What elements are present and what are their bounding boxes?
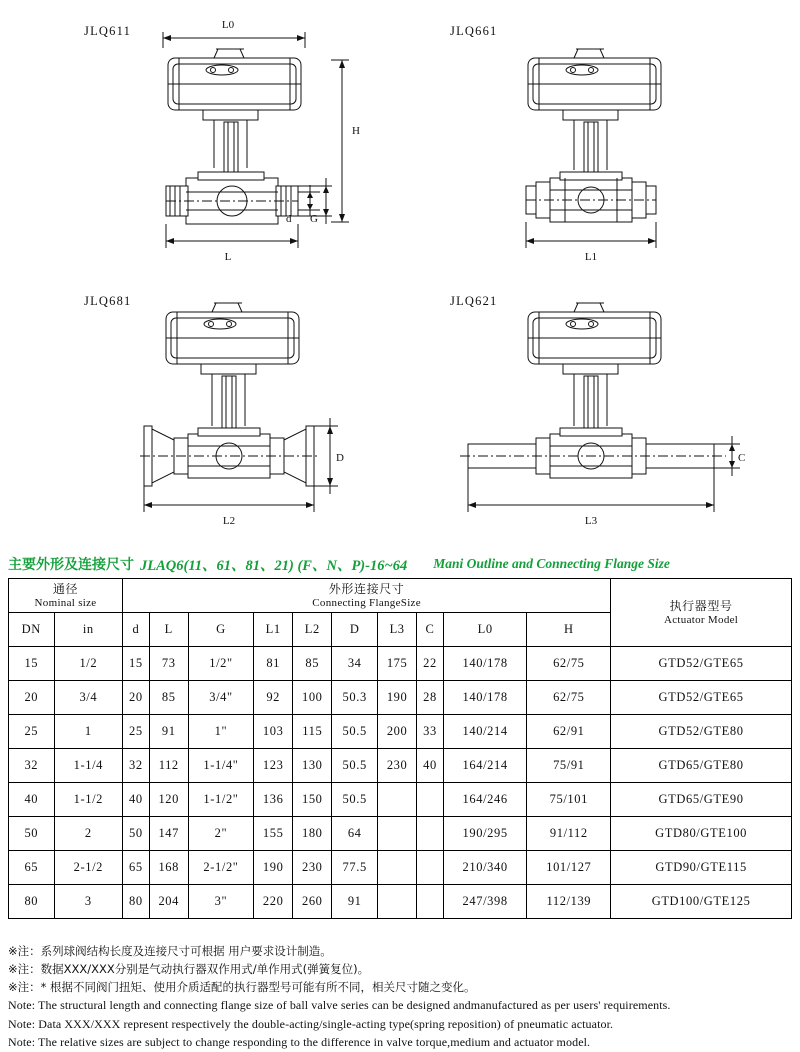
cell-actuator: GTD52/GTE65	[611, 681, 792, 715]
note-cn-3: ※注：* 根据不同阀门扭矩、使用介质适配的执行器型号可能有所不同，相关尺寸随之变化。	[8, 980, 476, 994]
table-row	[9, 851, 792, 885]
cell-l2: 100	[293, 681, 332, 715]
cell-l0: 164/214	[443, 749, 527, 783]
cell-actuator: GTD100/GTE125	[611, 885, 792, 919]
col-header-D: D	[332, 613, 378, 647]
cell-l: 147	[149, 817, 188, 851]
cell-actuator: GTD80/GTE100	[611, 817, 792, 851]
drawing-label: JLQ621	[450, 294, 498, 308]
cell-in: 1	[54, 715, 122, 749]
note-en-3: Note: The relative sizes are subject to change responding to the difference in valve torque,medium and actuator model.	[8, 1035, 591, 1049]
header-actuator-model	[611, 579, 792, 647]
drawing-svg-jlq681	[0, 274, 400, 548]
cell-in: 3	[54, 885, 122, 919]
cell-h: 91/112	[527, 817, 611, 851]
cell-dd: 50.5	[332, 715, 378, 749]
header-actuator-model-cn: 执行器型号	[669, 598, 733, 613]
cell-l: 168	[149, 851, 188, 885]
cell-dn: 32	[9, 749, 55, 783]
header-actuator-model-en: Actuator Model	[664, 613, 739, 626]
col-header-L: L	[149, 613, 188, 647]
dim-d: d	[286, 213, 292, 225]
cell-l1: 136	[254, 783, 293, 817]
cell-dn: 15	[9, 647, 55, 681]
note-en-2: Note: Data XXX/XXX represent respectively the double-acting/single-acting type(spring reposition) of pneumatic actuator.	[8, 1016, 614, 1031]
cell-actuator: GTD52/GTE80	[611, 715, 792, 749]
cell-in: 2-1/2	[54, 851, 122, 885]
section-title	[8, 550, 792, 578]
cell-dd: 50.3	[332, 681, 378, 715]
cell-l0: 140/178	[443, 681, 527, 715]
cell-in: 1-1/4	[54, 749, 122, 783]
cell-l3: 230	[378, 749, 417, 783]
cell-l2: 260	[293, 885, 332, 919]
cell-g: 1"	[188, 715, 253, 749]
cell-l1: 81	[254, 647, 293, 681]
cell-c: 28	[417, 681, 444, 715]
drawing-jlq611	[0, 0, 400, 274]
table-row	[9, 817, 792, 851]
dim-h: H	[352, 125, 360, 137]
cell-l1: 103	[254, 715, 293, 749]
table-row	[9, 715, 792, 749]
cell-c	[417, 783, 444, 817]
drawing-label: JLQ661	[450, 24, 498, 38]
col-header-d: d	[123, 613, 150, 647]
cell-g: 3/4"	[188, 681, 253, 715]
cell-l0: 210/340	[443, 851, 527, 885]
cell-dd: 50.5	[332, 749, 378, 783]
drawing-svg-jlq621	[400, 274, 800, 548]
cell-d: 50	[123, 817, 150, 851]
cell-l3	[378, 885, 417, 919]
cell-l2: 115	[293, 715, 332, 749]
cell-h: 101/127	[527, 851, 611, 885]
cell-l2: 150	[293, 783, 332, 817]
cell-h: 62/75	[527, 681, 611, 715]
dim-l3: L3	[584, 515, 598, 527]
cell-dn: 65	[9, 851, 55, 885]
cell-actuator: GTD90/GTE115	[611, 851, 792, 885]
cell-dn: 25	[9, 715, 55, 749]
cell-l3: 200	[378, 715, 417, 749]
header-flange-size-en: Connecting FlangeSize	[312, 596, 421, 609]
cell-h: 62/91	[527, 715, 611, 749]
title-chinese: 主要外形及连接尺寸	[8, 557, 134, 573]
note-en-1: Note: The structural length and connecting flange size of ball valve series can be designed andmanufactured as per users' requirements.	[8, 998, 671, 1012]
cell-dn: 40	[9, 783, 55, 817]
cell-l0: 140/214	[443, 715, 527, 749]
cell-d: 40	[123, 783, 150, 817]
cell-dn: 20	[9, 681, 55, 715]
dim-dd: D	[336, 452, 344, 464]
notes-block	[8, 942, 792, 1052]
cell-l3: 175	[378, 647, 417, 681]
table-row	[9, 681, 792, 715]
dim-g: G	[310, 213, 318, 225]
cell-actuator: GTD65/GTE80	[611, 749, 792, 783]
cell-c: 22	[417, 647, 444, 681]
cell-c: 33	[417, 715, 444, 749]
cell-d: 80	[123, 885, 150, 919]
cell-l2: 130	[293, 749, 332, 783]
note-cn-2: ※注：数据XXX/XXX分别是气动执行器双作用式/单作用式(弹簧复位)。	[8, 962, 370, 976]
dimensions-table	[8, 578, 792, 919]
drawing-jlq661	[400, 0, 800, 274]
drawing-jlq681	[0, 274, 400, 548]
cell-l0: 247/398	[443, 885, 527, 919]
drawing-svg-jlq611	[0, 0, 400, 274]
dim-c: C	[738, 452, 746, 464]
col-header-G: G	[188, 613, 253, 647]
cell-dn: 80	[9, 885, 55, 919]
cell-dn: 50	[9, 817, 55, 851]
cell-l1: 92	[254, 681, 293, 715]
col-header-L1: L1	[254, 613, 293, 647]
header-nominal-size	[9, 579, 123, 613]
col-header-L0: L0	[443, 613, 527, 647]
cell-l1: 220	[254, 885, 293, 919]
cell-c: 40	[417, 749, 444, 783]
dim-l1: L1	[584, 251, 598, 263]
table-row	[9, 749, 792, 783]
cell-h: 75/101	[527, 783, 611, 817]
cell-in: 1-1/2	[54, 783, 122, 817]
dim-l0: L0	[221, 19, 235, 31]
cell-d: 15	[123, 647, 150, 681]
header-flange-size-cn: 外形连接尺寸	[328, 581, 405, 596]
drawing-label: JLQ681	[84, 294, 132, 308]
cell-l3	[378, 817, 417, 851]
cell-in: 3/4	[54, 681, 122, 715]
cell-l1: 155	[254, 817, 293, 851]
cell-l3: 190	[378, 681, 417, 715]
table-row	[9, 783, 792, 817]
cell-l1: 123	[254, 749, 293, 783]
cell-c	[417, 851, 444, 885]
dim-l2: L2	[222, 515, 236, 527]
cell-l3	[378, 851, 417, 885]
cell-l: 112	[149, 749, 188, 783]
cell-g: 1-1/2"	[188, 783, 253, 817]
cell-g: 2-1/2"	[188, 851, 253, 885]
dim-l: L	[224, 251, 232, 263]
cell-l0: 140/178	[443, 647, 527, 681]
col-header-dn: DN	[9, 613, 55, 647]
col-header-in: in	[54, 613, 122, 647]
col-header-C: C	[417, 613, 444, 647]
drawing-label: JLQ611	[84, 24, 132, 38]
cell-d: 20	[123, 681, 150, 715]
drawing-jlq621	[400, 274, 800, 548]
col-header-H: H	[527, 613, 611, 647]
cell-dd: 64	[332, 817, 378, 851]
cell-d: 25	[123, 715, 150, 749]
cell-l0: 164/246	[443, 783, 527, 817]
header-flange-size	[123, 579, 611, 613]
cell-g: 1-1/4"	[188, 749, 253, 783]
cell-l1: 190	[254, 851, 293, 885]
cell-in: 1/2	[54, 647, 122, 681]
cell-l: 204	[149, 885, 188, 919]
note-cn-1: ※注：系列球阀结构长度及连接尺寸可根据 用户要求设计制造。	[8, 944, 332, 958]
table-row	[9, 647, 792, 681]
cell-h: 112/139	[527, 885, 611, 919]
cell-in: 2	[54, 817, 122, 851]
cell-actuator: GTD65/GTE90	[611, 783, 792, 817]
cell-dd: 50.5	[332, 783, 378, 817]
cell-dd: 34	[332, 647, 378, 681]
cell-actuator: GTD52/GTE65	[611, 647, 792, 681]
header-nominal-size-cn: 通径	[52, 581, 79, 596]
col-header-L2: L2	[293, 613, 332, 647]
table-row	[9, 885, 792, 919]
cell-dd: 77.5	[332, 851, 378, 885]
cell-h: 62/75	[527, 647, 611, 681]
cell-g: 2"	[188, 817, 253, 851]
cell-l: 120	[149, 783, 188, 817]
cell-h: 75/91	[527, 749, 611, 783]
cell-l0: 190/295	[443, 817, 527, 851]
cell-g: 1/2"	[188, 647, 253, 681]
cell-c	[417, 817, 444, 851]
header-nominal-size-en: Nominal size	[34, 596, 97, 609]
cell-dd: 91	[332, 885, 378, 919]
cell-d: 32	[123, 749, 150, 783]
cell-l: 91	[149, 715, 188, 749]
cell-c	[417, 885, 444, 919]
cell-l: 85	[149, 681, 188, 715]
title-english: Mani Outline and Connecting Flange Size	[433, 556, 670, 571]
cell-l2: 85	[293, 647, 332, 681]
cell-l2: 230	[293, 851, 332, 885]
cell-l3	[378, 783, 417, 817]
col-header-L3: L3	[378, 613, 417, 647]
cell-g: 3"	[188, 885, 253, 919]
cell-l2: 180	[293, 817, 332, 851]
drawing-svg-jlq661	[400, 0, 800, 274]
title-model: JLAQ6(11、61、81、21) (F、N、P)-16~64	[140, 557, 408, 574]
cell-l: 73	[149, 647, 188, 681]
cell-d: 65	[123, 851, 150, 885]
table-body	[9, 647, 792, 919]
